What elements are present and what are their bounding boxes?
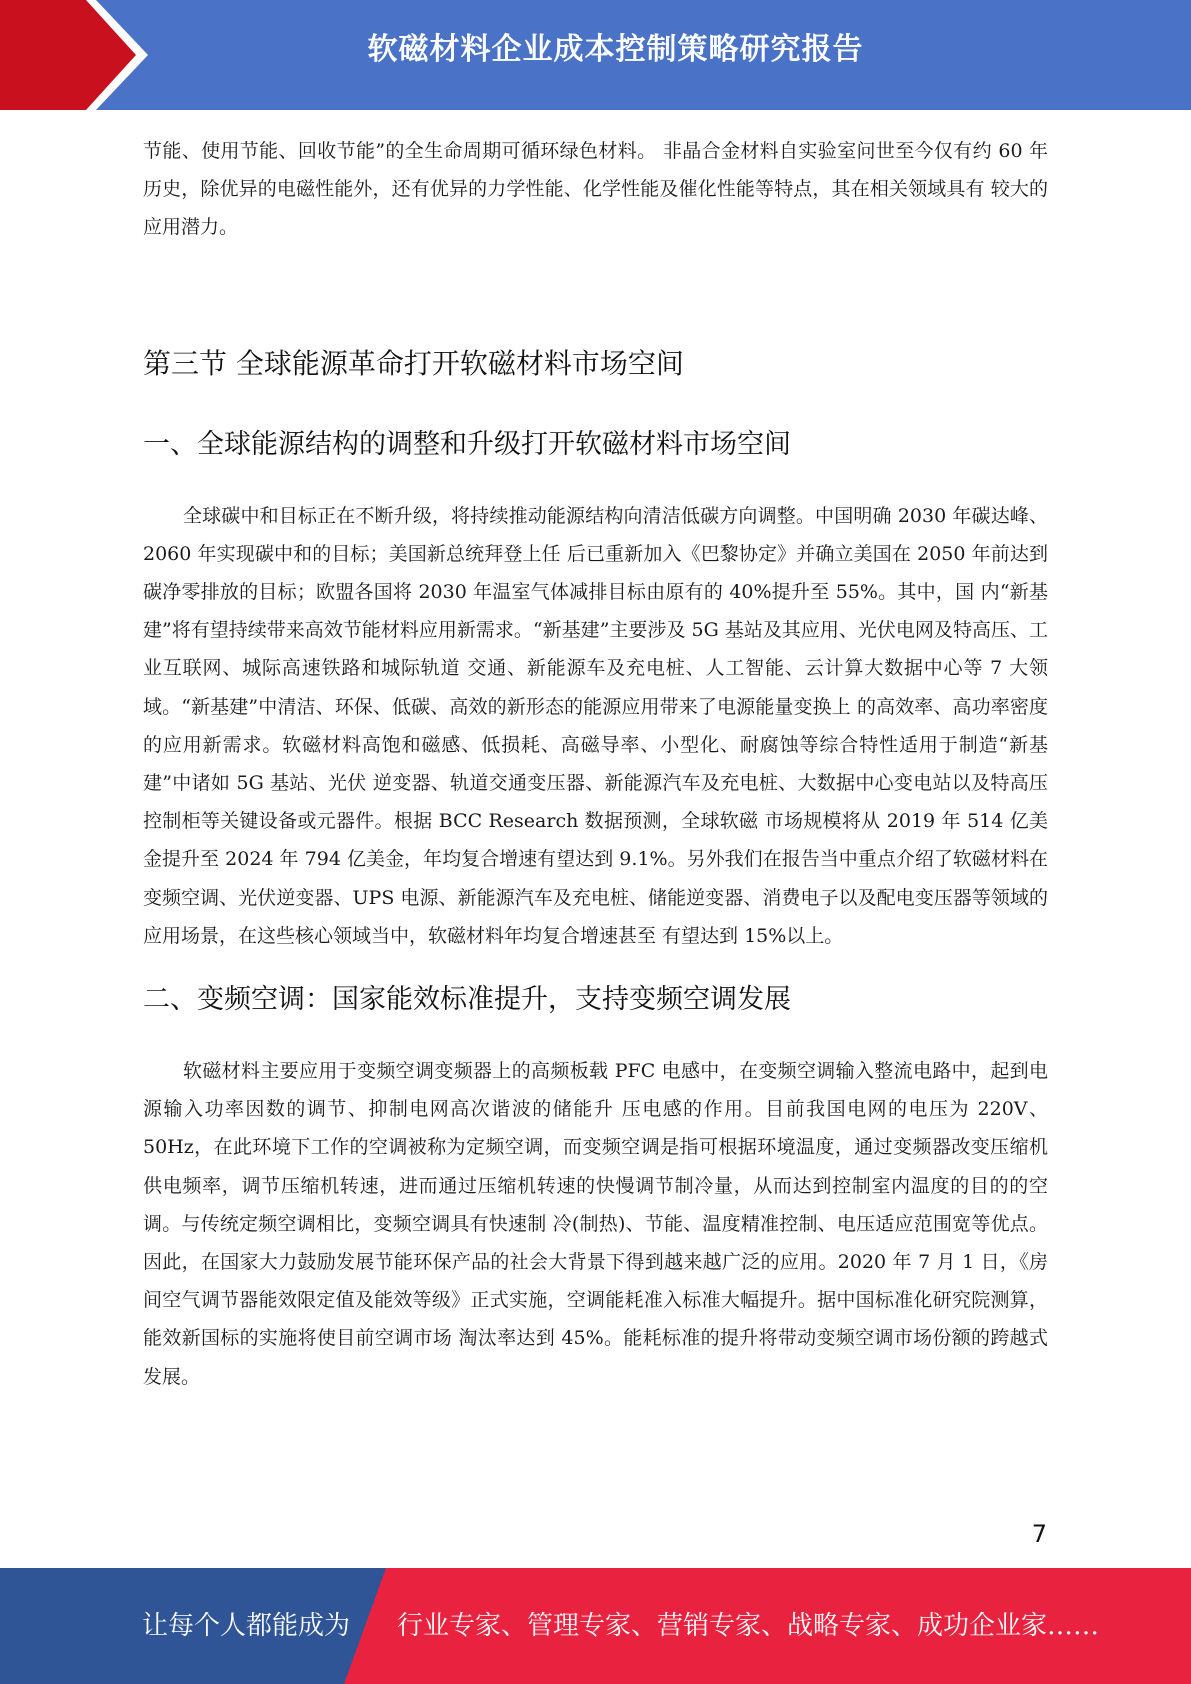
main-content — [143, 132, 1048, 1396]
subsection-paragraph-2: 软磁材料主要应用于变频空调变频器上的高频板载 PFC 电感中，在变频空调输入整流电路中，起到电源输入功率因数的调节、抑制电网高次谐波的储能升 压电感的作用。目前我国电网的电压为 220V、50Hz，在此环境下工作的空调被称为定频空调，而变频空调是指可根据环境温度，通过变频器改变压缩机 供电频率，调节压缩机转速，进而通过压缩机转速的快慢调节制冷量，从而达到控制室内温度的目的的空调。与传统定频空调相比，变频空调具有快速制 冷(制热)、节能、温度精准控制、电压适应范围宽等优点。因此，在国家大力鼓励发展节能环保产品的社会大背景下得到越来越广泛的应用。2020 年 7 月 1 日，《房间空气调节器能效限定值及能效等级》正式实施，空调能耗准入标准大幅提升。据中国标准化研究院测算，能效新国标的实施将使目前空调市场 淘汰率达到 45%。能耗标准的提升将带动变频空调市场份额的跨越式发展。 — [143, 1060, 1048, 1388]
subsection-title-2: 二、变频空调：国家能效标准提升，支持变频空调发展 — [143, 984, 791, 1016]
section-title: 第三节 全球能源革命打开软磁材料市场空间 — [143, 346, 684, 380]
subsection-title-1: 一、全球能源结构的调整和升级打开软磁材料市场空间 — [143, 428, 791, 460]
report-title: 软磁材料企业成本控制策略研究报告 — [367, 32, 864, 67]
page-number: 7 — [1031, 1520, 1047, 1548]
intro-paragraph: 节能、使用节能、回收节能”的全生命周期可循环绿色材料。 非晶合金材料自实验室问世至今仅有约 60 年历史，除优异的电磁性能外，还有优异的力学性能、化学性能及催化性能等特点，其在相关领域具有 较大的应用潜力。 — [143, 140, 1048, 239]
page-footer — [0, 1568, 1191, 1684]
subsection-paragraph-1: 全球碳中和目标正在不断升级，将持续推动能源结构向清洁低碳方向调整。中国明确 2030 年碳达峰、2060 年实现碳中和的目标；美国新总统拜登上任 后已重新加入《巴黎协定》并确立美国在 2050 年前达到碳净零排放的目标；欧盟各国将 2030 年温室气体减排目标由原有的 40%提升至 55%。其中，国 内“新基建”将有望持续带来高效节能材料应用新需求。“新基建”主要涉及 5G 基站及其应用、光伏电网及特高压、工业互联网、城际高速铁路和城际轨道 交通、新能源车及充电桩、人工智能、云计算大数据中心等 7 大领域。“新基建”中清洁、环保、低碳、高效的新形态的能源应用带来了电源能量变换上 的高效率、高功率密度的应用新需求。软磁材料高饱和磁感、低损耗、高磁导率、小型化、耐腐蚀等综合特性适用于制造“新基建”中诸如 5G 基站、光伏 逆变器、轨道交通变压器、新能源汽车及充电桩、大数据中心变电站以及特高压控制柜等关键设备或元器件。根据 BCC Research 数据预测，全球软磁 市场规模将从 2019 年 514 亿美金提升至 2024 年 794 亿美金，年均复合增速有望达到 9.1%。另外我们在报告当中重点介绍了软磁材料在变频空调、光伏逆变器、UPS 电源、新能源汽车及充电桩、储能逆变器、消费电子以及配电变压器等领域的应用场景，在这些核心领域当中，软磁材料年均复合增速甚至 有望达到 15%以上。 — [143, 504, 1048, 947]
footer-lead-text: 让每个人都能成为 — [142, 1611, 351, 1641]
page-header — [0, 0, 1191, 110]
footer-tagline: 行业专家、管理专家、营销专家、战略专家、成功企业家…… — [397, 1611, 1100, 1641]
